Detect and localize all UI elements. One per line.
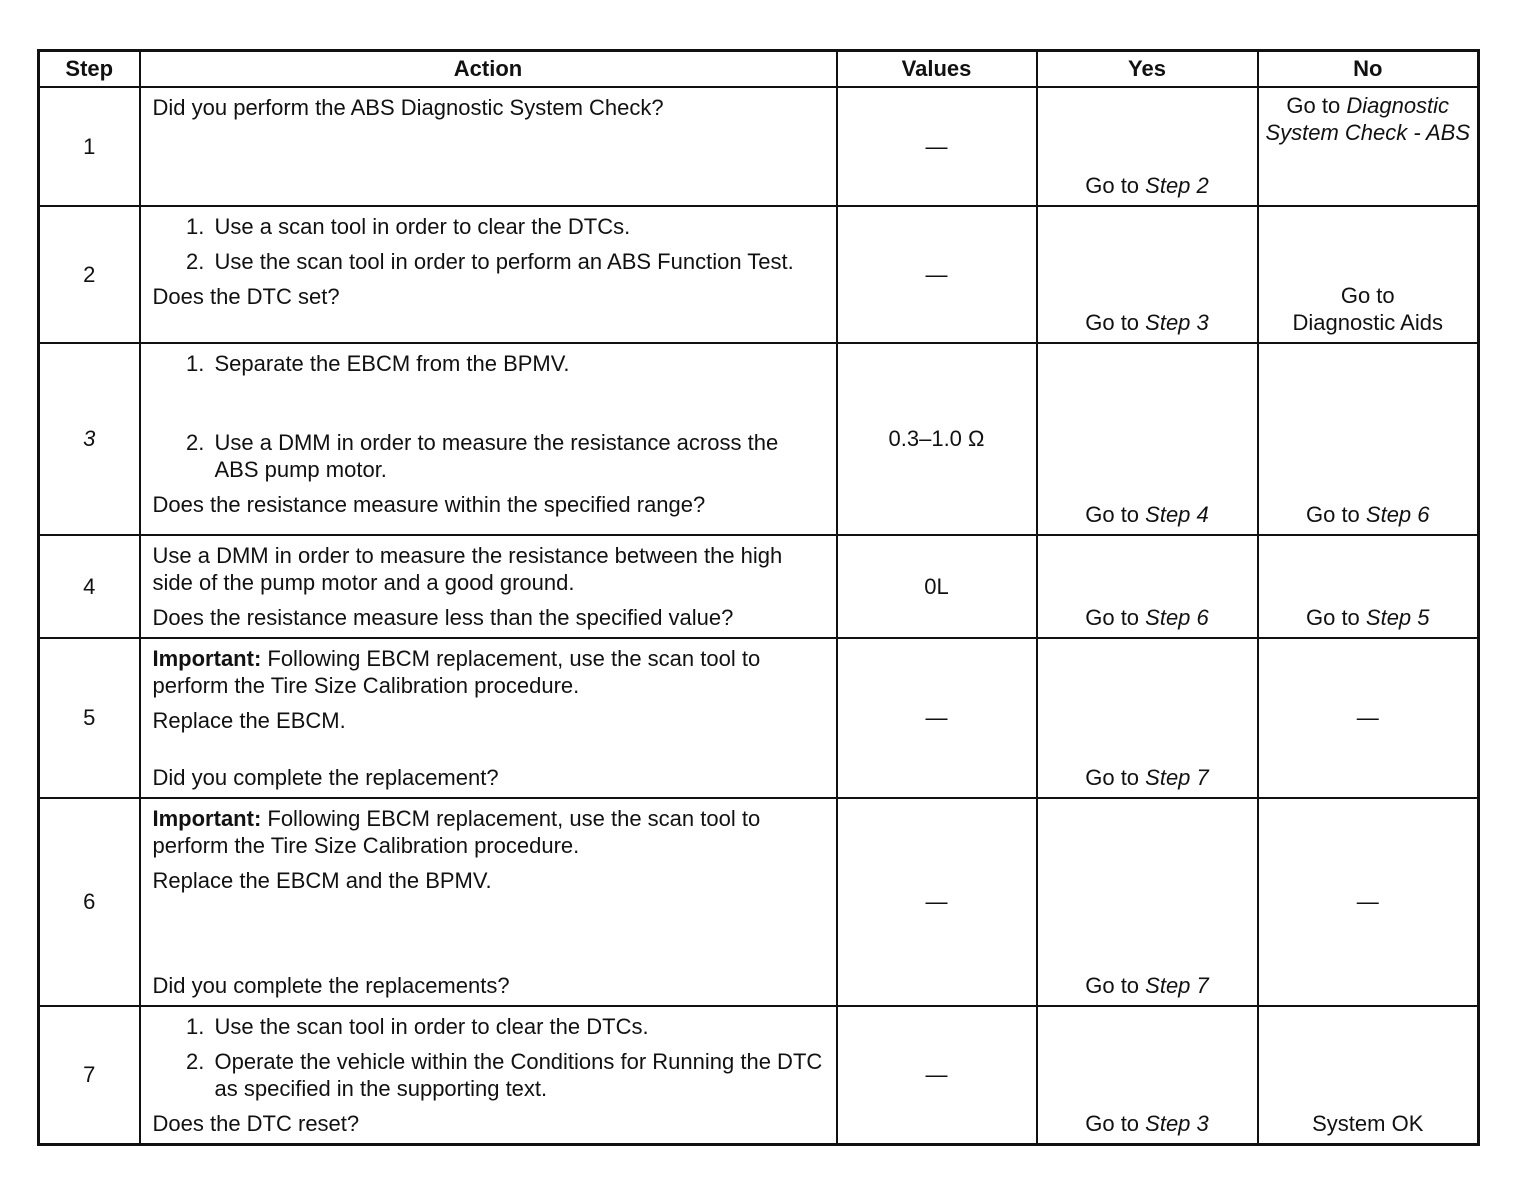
action-question: Did you complete the replacements? [152,973,510,998]
action-step-item: 2. Use a DMM in order to measure the resistance across the ABS pump motor. [211,429,826,483]
no-cell: — [1258,638,1479,798]
step-number: 6 [39,798,140,1006]
action-text: Replace the EBCM. [152,708,346,733]
yes-cell: Go to Step 6 [1037,535,1258,638]
yes-cell: Go to Step 7 [1037,798,1258,1006]
action-question: Does the resistance measure less than the specified value? [152,605,734,630]
header-step: Step [39,51,140,88]
step-number: 1 [39,87,140,206]
important-note: Important: Following EBCM replacement, use the scan tool to perform the Tire Size Calibration procedure. [152,806,761,858]
header-no: No [1258,51,1479,88]
value-cell: 0L [837,535,1037,638]
header-action: Action [140,51,837,88]
action-steps [153,213,826,275]
important-note: Important: Following EBCM replacement, use the scan tool to perform the Tire Size Calibration procedure. [152,646,761,698]
table-row [39,798,1479,1006]
table-row [39,638,1479,798]
value-cell: — [837,798,1037,1006]
step-number: 7 [39,1006,140,1145]
table-row [39,343,1479,535]
action-steps [153,1013,826,1102]
value-cell: 0.3–1.0 Ω [837,343,1037,535]
action-question: Does the resistance measure within the specified range? [152,492,706,517]
value-cell: — [837,638,1037,798]
table-row [39,1006,1479,1145]
yes-cell: Go to Step 4 [1037,343,1258,535]
step-number: 5 [39,638,140,798]
header-values: Values [837,51,1037,88]
action-question: Did you complete the replacement? [152,765,499,790]
action-question: Did you perform the ABS Diagnostic System Check? [152,95,664,120]
table-row [39,87,1479,206]
action-steps [153,350,826,483]
value-cell: — [837,87,1037,206]
diagnostic-table [37,49,1480,1146]
step-number: 4 [39,535,140,638]
table-row [39,535,1479,638]
action-question: Does the DTC reset? [152,1111,360,1136]
table-row [39,206,1479,343]
action-step-item: 1. Use a scan tool in order to clear the DTCs. [211,213,826,240]
action-text: Use a DMM in order to measure the resistance between the high side of the pump motor and a good ground. [152,543,783,595]
no-cell: System OK [1258,1006,1479,1145]
no-cell: Go to Diagnostic System Check - ABS [1258,87,1479,206]
step-number: 3 [39,343,140,535]
action-question: Does the DTC set? [152,284,340,309]
header-row [39,51,1479,88]
action-cell [140,206,837,343]
value-cell: — [837,206,1037,343]
action-cell [140,638,837,798]
action-cell [140,1006,837,1145]
step-number: 2 [39,206,140,343]
action-cell [140,798,837,1006]
yes-cell: Go to Step 3 [1037,206,1258,343]
yes-cell: Go to Step 7 [1037,638,1258,798]
action-step-item: 2. Use the scan tool in order to perform an ABS Function Test. [211,248,826,275]
header-yes: Yes [1037,51,1258,88]
no-cell: Go to Step 5 [1258,535,1479,638]
action-cell [140,343,837,535]
action-text: Replace the EBCM and the BPMV. [152,868,492,893]
yes-cell: Go to Step 3 [1037,1006,1258,1145]
no-cell: Go to Diagnostic Aids [1258,206,1479,343]
action-cell [140,535,837,638]
yes-cell: Go to Step 2 [1037,87,1258,206]
action-step-item: 2. Operate the vehicle within the Conditions for Running the DTC as specified in the supporting text. [211,1048,826,1102]
no-cell: — [1258,798,1479,1006]
no-cell: Go to Step 6 [1258,343,1479,535]
action-cell [140,87,837,206]
value-cell: — [837,1006,1037,1145]
action-step-item: 1. Separate the EBCM from the BPMV. [211,350,826,377]
action-step-item: 1. Use the scan tool in order to clear the DTCs. [211,1013,826,1040]
